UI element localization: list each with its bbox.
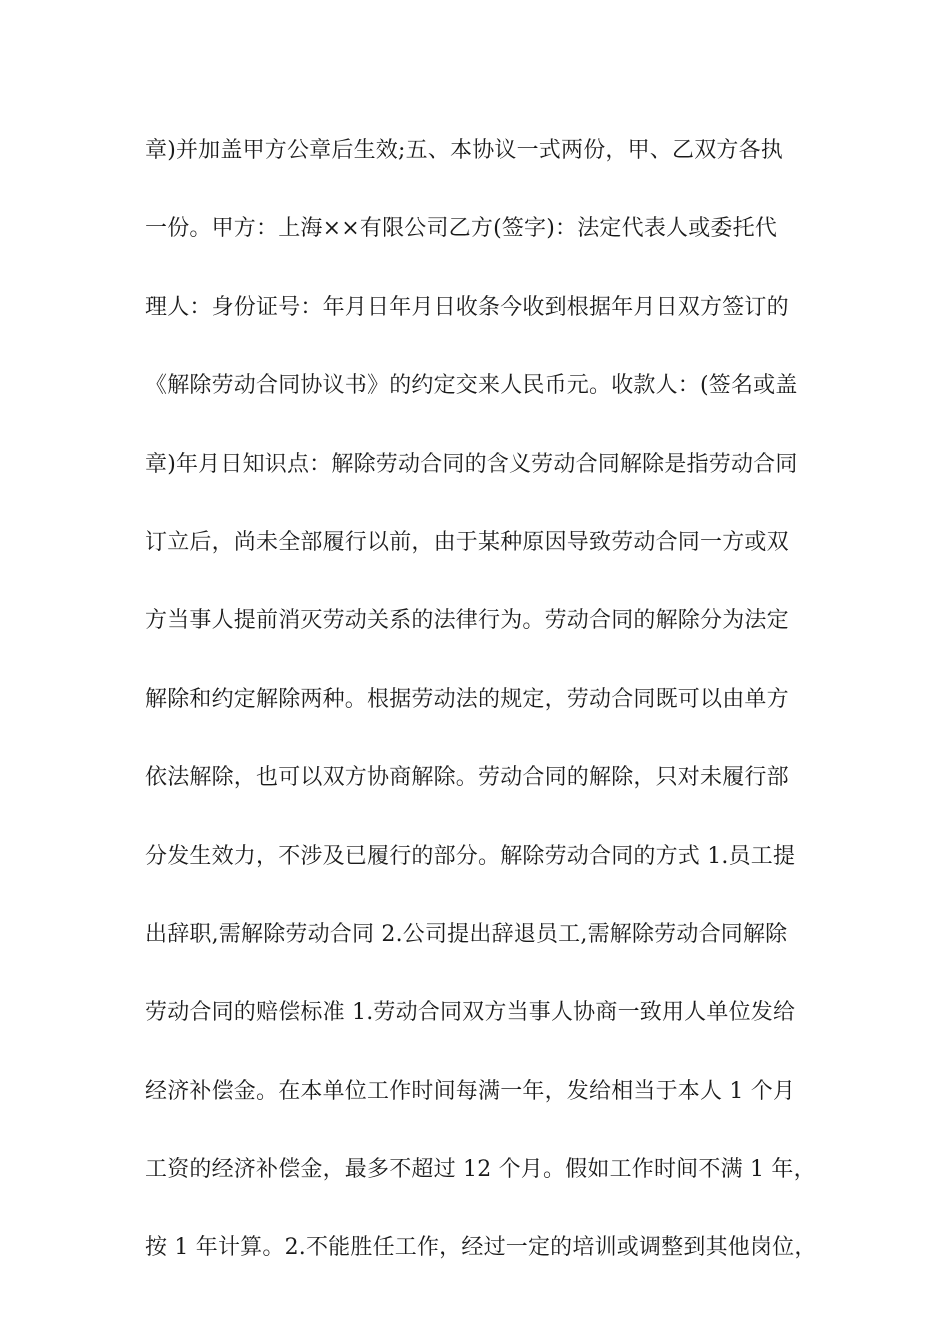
text-line: 章)年月日知识点：解除劳动合同的含义劳动合同解除是指劳动合同 [145, 451, 798, 477]
text-line: 按 1 年计算。2.不能胜任工作，经过一定的培训或调整到其他岗位， [145, 1235, 817, 1261]
text-line: 章)并加盖甲方公章后生效;五、本协议一式两份，甲、乙双方各执 [145, 138, 783, 163]
text-line: 解除和约定解除两种。根据劳动法的规定，劳动合同既可以由单方 [145, 686, 789, 712]
text-line: 理人：身份证号：年月日年月日收条今收到根据年月日双方签订的 [145, 294, 789, 320]
text-line: 出辞职,需解除劳动合同 2.公司提出辞退员工,需解除劳动合同解除 [145, 921, 788, 947]
text-line: 一份。甲方：上海××有限公司乙方(签字)：法定代表人或委托代 [145, 216, 778, 242]
text-line: 经济补偿金。在本单位工作时间每满一年，发给相当于本人 1 个月 [145, 1078, 796, 1104]
text-line: 工资的经济补偿金，最多不超过 12 个月。假如工作时间不满 1 年， [145, 1157, 816, 1183]
text-line: 分发生效力，不涉及已履行的部分。解除劳动合同的方式 1.员工提 [145, 843, 796, 869]
text-line: 劳动合同的赔偿标准 1.劳动合同双方当事人协商一致用人单位发给 [145, 1000, 796, 1026]
text-line: 方当事人提前消灭劳动关系的法律行为。劳动合同的解除分为法定 [145, 608, 789, 634]
body-text [145, 128, 815, 1304]
text-line: 订立后，尚未全部履行以前，由于某种原因导致劳动合同一方或双 [145, 529, 789, 555]
text-line: 依法解除，也可以双方协商解除。劳动合同的解除，只对未履行部 [145, 765, 789, 791]
text-line: 《解除劳动合同协议书》的约定交来人民币元。收款人：(签名或盖 [145, 373, 798, 399]
